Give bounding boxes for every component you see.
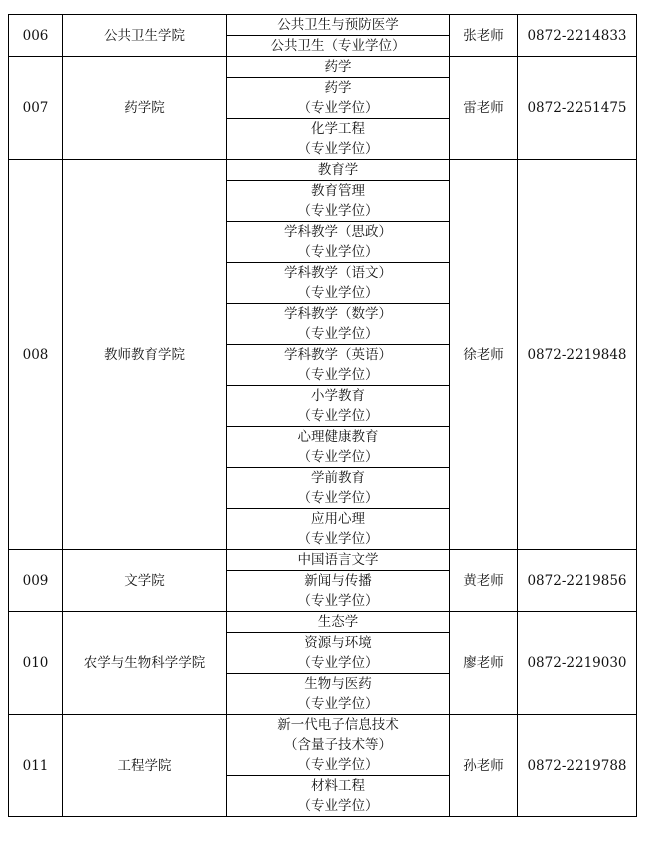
major-cell bbox=[227, 674, 450, 715]
major-cell bbox=[227, 550, 450, 571]
major-cell bbox=[227, 612, 450, 633]
major-line: 药学 bbox=[324, 80, 352, 96]
major-line: 新闻与传播 bbox=[304, 573, 372, 589]
major-line: 生态学 bbox=[317, 614, 359, 630]
college-code-cell: 008 bbox=[9, 160, 63, 550]
major-cell bbox=[227, 386, 450, 427]
major-line: 学科教学（数学） bbox=[284, 306, 392, 322]
major-line: （专业学位） bbox=[297, 100, 379, 116]
admissions-contact-table-frame bbox=[8, 14, 637, 817]
admissions-contact-table bbox=[8, 14, 637, 817]
college-code-cell: 006 bbox=[9, 15, 63, 57]
major-cell bbox=[227, 715, 450, 776]
major-line: （专业学位） bbox=[297, 141, 379, 157]
major-line: 生物与医药 bbox=[304, 676, 372, 692]
major-cell bbox=[227, 776, 450, 817]
table-row bbox=[9, 612, 637, 633]
contact-phone-cell: 0872-2219030 bbox=[518, 612, 637, 715]
major-cell bbox=[227, 633, 450, 674]
major-line: （专业学位） bbox=[297, 408, 379, 424]
contact-teacher-cell: 廖老师 bbox=[450, 612, 518, 715]
major-cell bbox=[227, 571, 450, 612]
major-line: （专业学位） bbox=[297, 593, 379, 609]
contact-teacher-cell: 黄老师 bbox=[450, 550, 518, 612]
major-line: 学科教学（语文） bbox=[284, 265, 392, 281]
major-line: 药学 bbox=[324, 59, 352, 75]
major-line: 应用心理 bbox=[311, 511, 365, 527]
contact-phone-cell: 0872-2219788 bbox=[518, 715, 637, 817]
contact-phone-cell: 0872-2219848 bbox=[518, 160, 637, 550]
major-line: （专业学位） bbox=[297, 244, 379, 260]
major-line: 学前教育 bbox=[311, 470, 365, 486]
major-line: （专业学位） bbox=[297, 326, 379, 342]
college-code-cell: 009 bbox=[9, 550, 63, 612]
major-cell bbox=[227, 78, 450, 119]
college-name-cell: 工程学院 bbox=[63, 715, 227, 817]
major-cell bbox=[227, 263, 450, 304]
contact-phone-cell: 0872-2251475 bbox=[518, 57, 637, 160]
table-row bbox=[9, 160, 637, 181]
contact-phone-cell: 0872-2214833 bbox=[518, 15, 637, 57]
contact-teacher-cell: 孙老师 bbox=[450, 715, 518, 817]
major-line: 资源与环境 bbox=[304, 635, 372, 651]
major-line: （专业学位） bbox=[297, 203, 379, 219]
major-cell bbox=[227, 345, 450, 386]
college-name-cell: 公共卫生学院 bbox=[63, 15, 227, 57]
major-cell bbox=[227, 160, 450, 181]
major-cell bbox=[227, 468, 450, 509]
major-line: 化学工程 bbox=[311, 121, 365, 137]
college-name-cell: 药学院 bbox=[63, 57, 227, 160]
major-cell bbox=[227, 181, 450, 222]
major-line: 心理健康教育 bbox=[297, 429, 379, 445]
contact-phone-cell: 0872-2219856 bbox=[518, 550, 637, 612]
major-cell bbox=[227, 15, 450, 36]
major-line: （专业学位） bbox=[297, 449, 379, 465]
major-line: 学科教学（英语） bbox=[284, 347, 392, 363]
major-line: 中国语言文学 bbox=[297, 552, 379, 568]
major-cell bbox=[227, 304, 450, 345]
major-line: 教育学 bbox=[317, 162, 359, 178]
major-cell bbox=[227, 119, 450, 160]
major-cell bbox=[227, 57, 450, 78]
table-row bbox=[9, 57, 637, 78]
major-line: （专业学位） bbox=[297, 655, 379, 671]
major-cell bbox=[227, 427, 450, 468]
major-line: （专业学位） bbox=[297, 531, 379, 547]
college-code-cell: 007 bbox=[9, 57, 63, 160]
major-line: 新一代电子信息技术 bbox=[277, 717, 399, 733]
table-row bbox=[9, 15, 637, 36]
college-code-cell: 010 bbox=[9, 612, 63, 715]
table-body bbox=[9, 15, 637, 817]
college-code-cell: 011 bbox=[9, 715, 63, 817]
major-line: 小学教育 bbox=[311, 388, 365, 404]
major-cell bbox=[227, 36, 450, 57]
contact-teacher-cell: 张老师 bbox=[450, 15, 518, 57]
major-line: （专业学位） bbox=[297, 696, 379, 712]
major-line: （专业学位） bbox=[297, 367, 379, 383]
college-name-cell: 文学院 bbox=[63, 550, 227, 612]
major-line: （含量子技术等） bbox=[284, 737, 392, 753]
contact-teacher-cell: 雷老师 bbox=[450, 57, 518, 160]
major-line: （专业学位） bbox=[297, 798, 379, 814]
college-name-cell: 教师教育学院 bbox=[63, 160, 227, 550]
college-name-cell: 农学与生物科学学院 bbox=[63, 612, 227, 715]
major-line: 学科教学（思政） bbox=[284, 224, 392, 240]
major-line: （专业学位） bbox=[297, 490, 379, 506]
major-line: 公共卫生与预防医学 bbox=[277, 17, 399, 33]
major-line: 教育管理 bbox=[311, 183, 365, 199]
table-row bbox=[9, 550, 637, 571]
major-line: （专业学位） bbox=[297, 285, 379, 301]
contact-teacher-cell: 徐老师 bbox=[450, 160, 518, 550]
major-line: 公共卫生（专业学位） bbox=[270, 38, 406, 54]
table-row bbox=[9, 715, 637, 776]
major-cell bbox=[227, 509, 450, 550]
major-cell bbox=[227, 222, 450, 263]
major-line: 材料工程 bbox=[311, 778, 365, 794]
major-line: （专业学位） bbox=[297, 757, 379, 773]
